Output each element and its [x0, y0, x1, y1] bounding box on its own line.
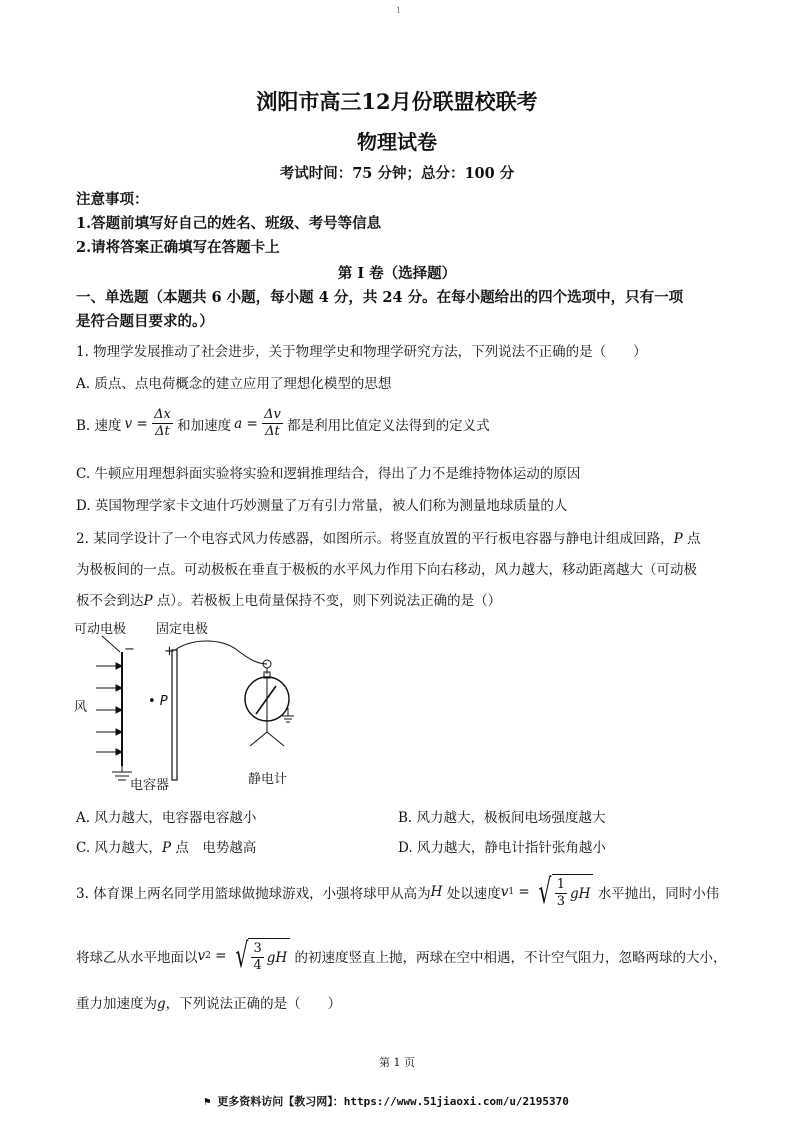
q2-text: 2. 某同学设计了一个电容式风力传感器，如图所示。将竖直放置的平行板电容器与静电计组成回路，	[76, 531, 674, 547]
footer-ad-text: 更多资料访问【教习网】：https://www.51jiaoxi.com/u/2195370	[217, 1095, 569, 1108]
label-point-p: • P	[148, 694, 168, 709]
exam-info: 考试时间：75 分钟；总分：100 分	[279, 165, 515, 182]
label-plus: +	[164, 644, 175, 659]
q3-text: 水平抛出，同时小伟	[593, 886, 720, 902]
q3-sqrt-expression: √ $\frac{3}{4}$ gH	[231, 938, 290, 974]
label-minus: −	[124, 642, 135, 657]
q1-option-a: A. 质点、点电荷概念的建立应用了理想化模型的思想	[76, 376, 392, 392]
q2-text: 板不会到达	[76, 593, 144, 609]
q3-gh: gH	[569, 885, 591, 902]
q3-stem-line3	[76, 992, 341, 1012]
q3-fraction	[555, 877, 567, 910]
fraction-denominator: 4	[253, 958, 262, 973]
q1-b-fraction-velocity	[152, 407, 173, 440]
page-number: 第 1 页	[379, 1056, 415, 1069]
q2-text: 点 电势越高	[171, 840, 257, 856]
q2-point-p: P	[673, 531, 683, 547]
q2-stem-line3	[76, 589, 501, 609]
q1-option-d: D. 英国物理学家卡文迪什巧妙测量了万有引力常量，被人们称为测量地球质量的人	[76, 498, 568, 514]
q1-b-prefix: B. 速度	[76, 417, 122, 434]
q3-sqrt-expression: √ $\frac{1}{3}$ gH	[534, 874, 593, 910]
fraction-numerator: 1	[556, 877, 565, 892]
q1-b-fraction-acceleration	[262, 407, 283, 440]
q2-text: 点）。若极板上电荷量保持不变，则下列说法正确的是（）	[152, 593, 502, 609]
section-instruction: 一、单选题（本题共 6 小题，每小题 4 分，共 24 分。在每小题给出的四个选项中，只有一项	[76, 289, 684, 306]
notice-heading: 注意事项：	[76, 191, 149, 208]
q3-stem-line2	[76, 938, 726, 974]
notice-item: 1.答题前填写好自己的姓名、班级、考号等信息	[76, 215, 382, 232]
connecting-wire	[175, 641, 267, 664]
wind-arrows	[96, 663, 122, 755]
fraction-numerator: Δv	[264, 407, 281, 422]
q2-option-d: D. 风力越大，静电计指针张角越小	[398, 840, 606, 856]
q3-g: g	[157, 996, 166, 1012]
q1-b-mid: 和加速度	[172, 417, 232, 434]
q2-option-c	[76, 836, 256, 856]
q2-stem-line2: 为极板间的一点。可动极板在垂直于极板的水平风力作用下向右移动，风力越大，移动距离越大（可动极	[76, 562, 697, 578]
q2-text: 点	[682, 531, 701, 547]
q1-b-eq2: =	[242, 415, 263, 432]
fixed-plate	[172, 650, 177, 780]
q3-v1-sub: 1	[508, 887, 515, 897]
q3-text: 处以速度	[442, 886, 501, 902]
q1-b-a: a	[234, 415, 243, 432]
q1-stem: 1. 物理学发展推动了社会进步，关于物理学史和物理学研究方法，下列说法不正确的是（ ）	[76, 344, 647, 360]
q3-text: ，下列说法正确的是（ ）	[165, 996, 342, 1012]
q1-b-v: v	[124, 415, 133, 432]
q2-point-p: P	[161, 840, 172, 856]
capacitor-diagram	[72, 614, 332, 794]
label-wind: 风	[74, 700, 88, 715]
section-instruction: 是符合题目要求的。）	[76, 313, 214, 330]
q1-option-b	[76, 407, 490, 440]
label-fixed-plate: 固定电极	[156, 622, 209, 637]
q1-b-post: 都是利用比值定义法得到的定义式	[282, 417, 490, 434]
capacitor-figure	[72, 614, 332, 794]
page-top-mark: 1	[396, 6, 402, 15]
q2-point-p: P	[143, 593, 153, 609]
fraction-numerator: Δx	[154, 407, 171, 422]
flag-icon: ⚑	[204, 1095, 218, 1108]
q3-gh: gH	[266, 949, 288, 966]
q2-text: C. 风力越大，	[76, 840, 162, 856]
label-capacitor: 电容器	[130, 778, 170, 793]
q3-text: 将球乙从水平地面以	[76, 950, 198, 966]
electrometer-needle	[256, 686, 276, 714]
q3-eq: =	[514, 884, 535, 900]
q3-text: 重力加速度为	[76, 996, 157, 1012]
q3-text: 3. 体育课上两名同学用篮球做抛球游戏，小强将球甲从高为	[76, 886, 431, 902]
q3-height: H	[430, 884, 443, 900]
fraction-numerator: 3	[253, 941, 262, 956]
label-electrometer: 静电计	[248, 772, 288, 787]
q3-eq: =	[210, 948, 231, 964]
exam-title: 浏阳市高三12月份联盟校联考	[256, 89, 538, 114]
q2-option-a: A. 风力越大，电容器电容越小	[76, 810, 257, 826]
exam-subtitle: 物理试卷	[357, 130, 437, 154]
q1-option-c: C. 牛顿应用理想斜面实验将实验和逻辑推理结合，得出了力不是维持物体运动的原因	[76, 466, 581, 482]
movable-plate-pointer	[102, 636, 120, 652]
q2-stem-line1	[76, 527, 701, 547]
fraction-denominator: Δt	[155, 424, 170, 439]
footer-ad-link[interactable]	[204, 1093, 569, 1109]
q3-v2-sub: 2	[205, 951, 211, 961]
fraction-denominator: Δt	[265, 424, 280, 439]
notice-item: 2.请将答案正确填写在答题卡上	[76, 239, 280, 256]
q3-v2: v	[197, 948, 206, 964]
q2-option-b: B. 风力越大，极板间电场强度越大	[398, 810, 606, 826]
q3-text: 的初速度竖直上抛，两球在空中相遇，不计空气阻力，忽略两球的大小，	[290, 950, 727, 966]
q3-stem-line1	[76, 874, 719, 910]
q3-fraction	[251, 941, 263, 974]
label-movable-plate: 可动电极	[74, 622, 127, 637]
section-title: 第 I 卷（选择题）	[337, 265, 457, 282]
fraction-denominator: 3	[556, 894, 565, 909]
q1-b-eq: =	[132, 415, 153, 432]
q3-v1: v	[500, 884, 509, 900]
